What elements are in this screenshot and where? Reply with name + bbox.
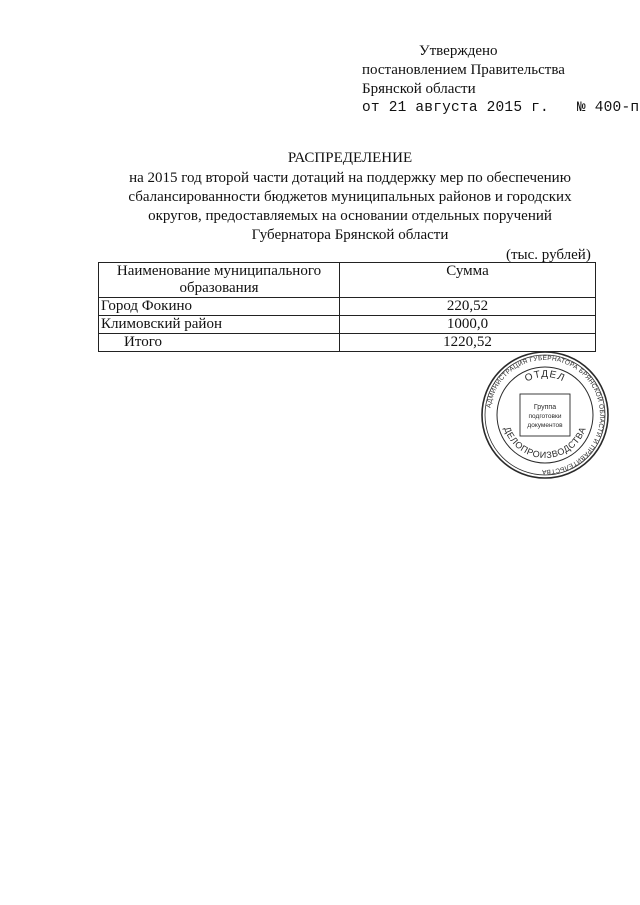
total-label: Итого [99, 334, 340, 352]
units-label: (тыс. рублей) [506, 247, 591, 263]
approval-block [362, 42, 640, 118]
title-heading: РАСПРЕДЕЛЕНИЕ [287, 150, 413, 166]
document-title [90, 149, 610, 245]
row-sum: 220,52 [340, 298, 596, 316]
title-line-4: Губернатора Брянской области [251, 227, 449, 243]
approval-date: от 21 августа 2015 г. [362, 100, 549, 116]
title-line-3: округов, предоставляемых на основании отдельных поручений [148, 208, 552, 224]
row-name: Город Фокино [99, 298, 340, 316]
distribution-table [98, 262, 596, 352]
approval-line-resolution: постановлением Правительства [362, 62, 565, 78]
approval-line-region: Брянской области [362, 81, 476, 97]
stamp-inner-top: ОТДЕЛ [523, 368, 567, 385]
stamp-center-line-1: Группа [533, 404, 557, 411]
table-row [99, 316, 596, 334]
stamp-inner-bottom: ДЕЛОПРОИЗВОДСТВА [502, 425, 588, 461]
table-row [99, 298, 596, 316]
table-header-row [99, 263, 596, 298]
row-sum: 1000,0 [340, 316, 596, 334]
approval-date-line [362, 99, 640, 118]
total-sum: 1220,52 [340, 334, 596, 352]
header-name: Наименование муниципального образования [99, 263, 340, 298]
approval-number: № 400-п [576, 100, 640, 116]
stamp-center-line-3: документов [527, 422, 563, 429]
title-line-1: на 2015 год второй части дотаций на поддержку мер по обеспечению [129, 170, 571, 186]
row-name: Климовский район [99, 316, 340, 334]
header-sum: Сумма [340, 263, 596, 298]
title-line-2: сбалансированности бюджетов муниципальных районов и городских [128, 189, 572, 205]
department-stamp-icon [480, 350, 610, 480]
approval-line-approved: Утверждено [419, 43, 498, 59]
table-total-row [99, 334, 596, 352]
stamp-center-line-2: подготовки [528, 413, 562, 420]
stamp-ring-text: АДМИНИСТРАЦИЯ ГУБЕРНАТОРА БРЯНСКОЙ ОБЛАСТИ И ПРАВИТЕЛЬСТВА [485, 354, 606, 476]
